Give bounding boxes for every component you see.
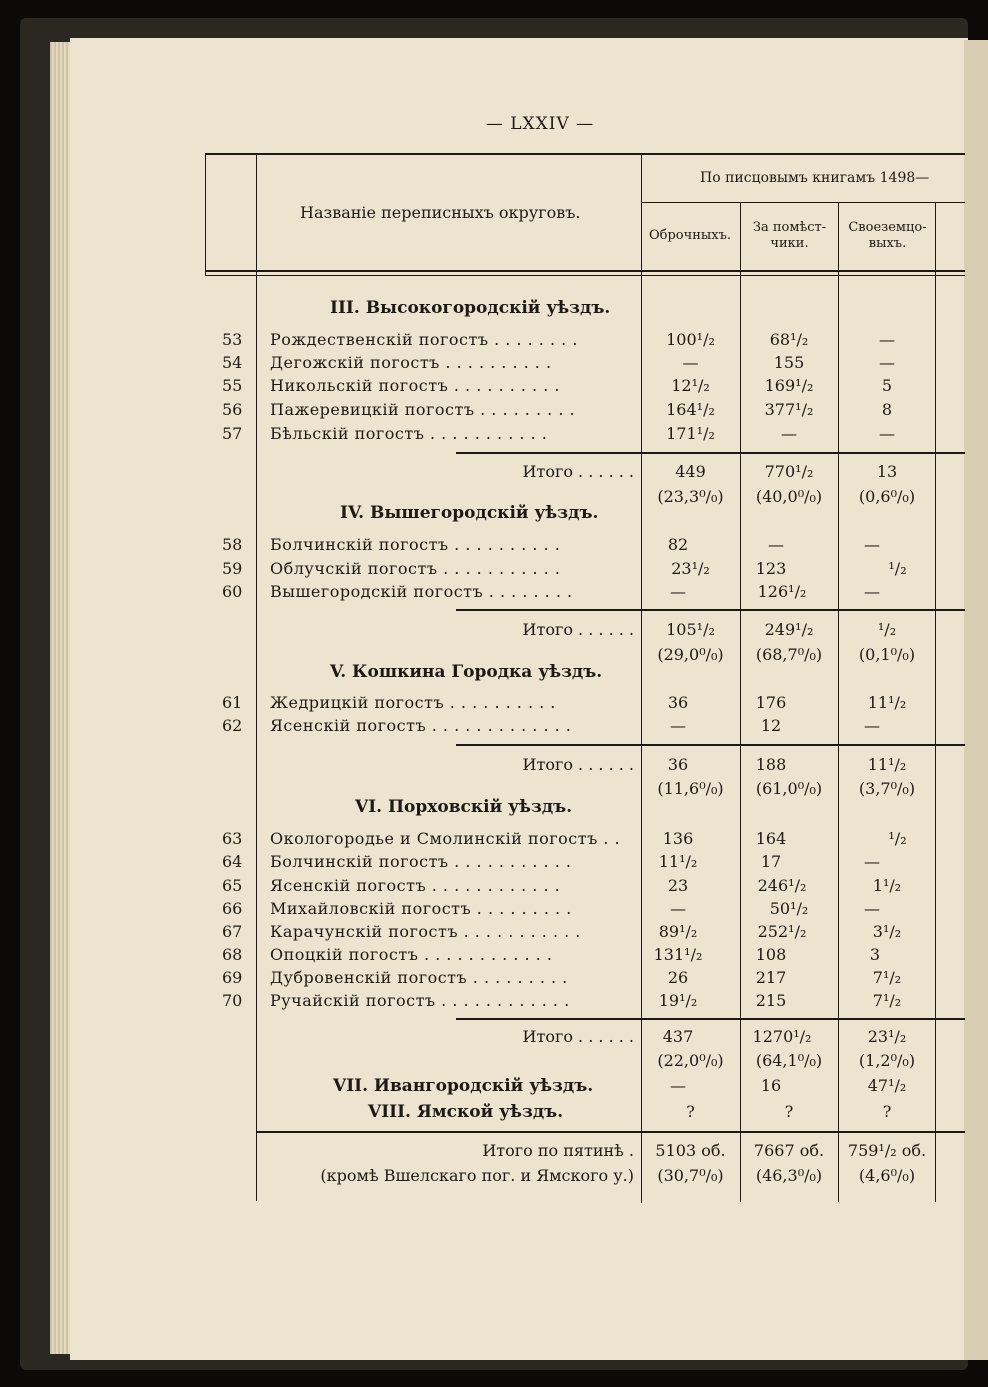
table-top-rule bbox=[205, 153, 965, 155]
row-value-b: 246¹/₂ bbox=[757, 876, 807, 895]
row-value-c: — bbox=[864, 852, 880, 871]
row-value-b: 164 bbox=[755, 829, 787, 848]
row-name: Бѣльскій погостъ . . . . . . . . . . . bbox=[270, 424, 548, 443]
header-bottom-rule-2 bbox=[205, 275, 965, 276]
row-value-a: 12¹/₂ bbox=[671, 376, 710, 395]
col-line-c bbox=[935, 202, 936, 1202]
section-title: VI. Порховскій уѣздъ. bbox=[355, 797, 573, 817]
row-num: 57 bbox=[222, 424, 243, 443]
row-value-c: ¹/₂ bbox=[888, 559, 907, 578]
row-value-c: — bbox=[864, 899, 880, 918]
row-value-c: 7¹/₂ bbox=[872, 968, 902, 987]
row-num: 53 bbox=[222, 330, 243, 349]
row-value-b: 377¹/₂ bbox=[764, 400, 814, 419]
section-title: III. Высокогородскій уѣздъ. bbox=[330, 298, 611, 318]
row-name: Болчинскій погостъ . . . . . . . . . . bbox=[270, 535, 561, 554]
pct-value-b: (68,7⁰/₀) bbox=[755, 645, 823, 664]
row-value-c: 1¹/₂ bbox=[872, 876, 902, 895]
row-value-b: 123 bbox=[755, 559, 787, 578]
row-value-a: 136 bbox=[662, 829, 694, 848]
row-value-a: 23¹/₂ bbox=[671, 559, 710, 578]
row-name: Карачунскій погостъ . . . . . . . . . . . bbox=[270, 922, 581, 941]
row-num: 62 bbox=[222, 716, 243, 735]
row-value-c: — bbox=[879, 330, 895, 349]
row-value-a: 82 bbox=[667, 535, 689, 554]
row-value-a: — bbox=[670, 716, 686, 735]
row-value-c: — bbox=[879, 353, 895, 372]
row-value-c: 3 bbox=[869, 945, 881, 964]
pct-value-a: (23,3⁰/₀) bbox=[657, 487, 724, 506]
row-value-c: 47¹/₂ bbox=[867, 1076, 907, 1095]
grand-total-a-pct: (30,7⁰/₀) bbox=[657, 1166, 724, 1185]
col-line-num bbox=[256, 153, 257, 1201]
grand-total-label: Итого по пятинѣ . bbox=[482, 1141, 634, 1160]
page-number: — LXXIV — bbox=[485, 114, 595, 134]
pct-value-c: (3,7⁰/₀) bbox=[858, 779, 916, 798]
row-value-b: 17 bbox=[760, 852, 782, 871]
row-value-b: — bbox=[781, 424, 797, 443]
row-num: 67 bbox=[222, 922, 243, 941]
total-value-b: 249¹/₂ bbox=[764, 620, 814, 639]
group-header-rule bbox=[641, 202, 965, 203]
pct-value-a: (11,6⁰/₀) bbox=[657, 779, 724, 798]
row-value-c: 8 bbox=[881, 400, 893, 419]
row-name: Рождественскій погостъ . . . . . . . . bbox=[270, 330, 578, 349]
grand-total-a: 5103 об. bbox=[655, 1141, 726, 1160]
pct-value-c: (1,2⁰/₀) bbox=[858, 1051, 916, 1070]
header-col-svoezem-1: Своеземцо- bbox=[848, 220, 927, 235]
row-num: 66 bbox=[222, 899, 243, 918]
row-value-b: 12 bbox=[760, 716, 782, 735]
total-value-b: 1270¹/₂ bbox=[752, 1027, 812, 1046]
total-value-c: 13 bbox=[876, 462, 898, 481]
header-col-pomest-1: За помѣст- bbox=[752, 220, 827, 235]
header-bottom-rule bbox=[205, 270, 965, 272]
section-title: VIII. Ямской уѣздъ. bbox=[368, 1102, 564, 1122]
row-value-c: — bbox=[864, 582, 880, 601]
row-num: 63 bbox=[222, 829, 243, 848]
row-num: 60 bbox=[222, 582, 243, 601]
total-value-a: 105¹/₂ bbox=[666, 620, 715, 639]
row-name: Жедрицкій погостъ . . . . . . . . . . bbox=[270, 693, 556, 712]
row-value-b: 155 bbox=[773, 353, 805, 372]
row-value-c: 3¹/₂ bbox=[872, 922, 902, 941]
total-label: Итого . . . . . . bbox=[522, 755, 634, 774]
header-col-pomest-2: чики. bbox=[770, 236, 809, 251]
row-value-b: 176 bbox=[755, 693, 787, 712]
row-num: 65 bbox=[222, 876, 243, 895]
row-value-a: — bbox=[670, 1076, 686, 1095]
row-value-b: 50¹/₂ bbox=[769, 899, 809, 918]
total-label: Итого . . . . . . bbox=[522, 1027, 634, 1046]
total-value-a: 437 bbox=[662, 1027, 694, 1046]
section-title: V. Кошкина Городка уѣздъ. bbox=[330, 662, 603, 682]
row-value-b: — bbox=[768, 535, 784, 554]
row-value-a: — bbox=[670, 899, 686, 918]
row-value-a: 36 bbox=[667, 693, 689, 712]
header-group: По писцовымъ книгамъ 1498— bbox=[700, 170, 930, 186]
row-num: 64 bbox=[222, 852, 243, 871]
row-value-a: 164¹/₂ bbox=[666, 400, 715, 419]
header-col-svoezem-2: выхъ. bbox=[868, 236, 907, 251]
pct-value-b: (40,0⁰/₀) bbox=[755, 487, 823, 506]
total-rule bbox=[456, 744, 965, 746]
pct-value-a: (29,0⁰/₀) bbox=[657, 645, 724, 664]
row-value-b: 217 bbox=[755, 968, 787, 987]
total-value-a: 36 bbox=[667, 755, 689, 774]
row-value-a: 89¹/₂ bbox=[658, 922, 698, 941]
row-value-c: 11¹/₂ bbox=[867, 693, 907, 712]
row-value-a: 11¹/₂ bbox=[658, 852, 698, 871]
total-label: Итого . . . . . . bbox=[522, 462, 634, 481]
header-col-obrok: Оброчныхъ. bbox=[649, 228, 731, 243]
row-value-a: 171¹/₂ bbox=[666, 424, 715, 443]
row-name: Михайловскій погостъ . . . . . . . . . bbox=[270, 899, 572, 918]
row-value-b: 108 bbox=[755, 945, 787, 964]
row-value-a: 23 bbox=[667, 876, 689, 895]
grand-total-label-2: (кромѣ Вшелскаго пог. и Ямского у.) bbox=[320, 1166, 634, 1185]
row-num: 69 bbox=[222, 968, 243, 987]
row-value-a: — bbox=[682, 353, 699, 372]
row-num: 70 bbox=[222, 991, 243, 1010]
header-name-col: Названіе переписныхъ округовъ. bbox=[300, 203, 581, 222]
row-name: Болчинскій погостъ . . . . . . . . . . . bbox=[270, 852, 572, 871]
row-value-b: 16 bbox=[760, 1076, 782, 1095]
total-rule bbox=[456, 452, 965, 454]
row-value-b: 68¹/₂ bbox=[769, 330, 809, 349]
row-value-c: 7¹/₂ bbox=[872, 991, 902, 1010]
total-label: Итого . . . . . . bbox=[522, 620, 634, 639]
row-value-b: 126¹/₂ bbox=[757, 582, 807, 601]
facing-page-edge bbox=[964, 40, 988, 1360]
col-line-left bbox=[205, 153, 206, 275]
row-value-c: ¹/₂ bbox=[888, 829, 907, 848]
grand-total-rule bbox=[256, 1131, 965, 1133]
row-name: Ручайскій погостъ . . . . . . . . . . . . bbox=[270, 991, 570, 1010]
row-name: Опоцкій погостъ . . . . . . . . . . . . bbox=[270, 945, 553, 964]
row-num: 55 bbox=[222, 376, 243, 395]
pct-value-b: (64,1⁰/₀) bbox=[755, 1051, 823, 1070]
row-name: Дегожскій погостъ . . . . . . . . . . bbox=[270, 353, 552, 372]
total-value-c: 23¹/₂ bbox=[867, 1027, 907, 1046]
total-value-c: ¹/₂ bbox=[877, 620, 897, 639]
row-value-c: — bbox=[864, 535, 880, 554]
row-value-a: — bbox=[670, 582, 686, 601]
total-value-a: 449 bbox=[675, 462, 706, 481]
total-rule bbox=[456, 1018, 965, 1020]
total-value-c: 11¹/₂ bbox=[867, 755, 907, 774]
row-name: Облучскій погостъ . . . . . . . . . . . bbox=[270, 559, 561, 578]
row-num: 68 bbox=[222, 945, 243, 964]
row-value-a: 19¹/₂ bbox=[658, 991, 698, 1010]
grand-total-b: 7667 об. bbox=[753, 1141, 825, 1160]
row-name: Ясенскій погостъ . . . . . . . . . . . . . bbox=[270, 716, 572, 735]
row-value-c: — bbox=[879, 424, 895, 443]
row-name: Ясенскій погостъ . . . . . . . . . . . . bbox=[270, 876, 561, 895]
row-value-c: ? bbox=[882, 1102, 892, 1121]
row-value-a: ? bbox=[686, 1102, 695, 1121]
pct-value-c: (0,1⁰/₀) bbox=[858, 645, 916, 664]
row-name: Пажеревицкій погостъ . . . . . . . . . bbox=[270, 400, 576, 419]
page-edges bbox=[50, 42, 72, 1354]
row-num: 56 bbox=[222, 400, 243, 419]
row-value-a: 100¹/₂ bbox=[666, 330, 715, 349]
row-num: 54 bbox=[222, 353, 243, 372]
pct-value-b: (61,0⁰/₀) bbox=[755, 779, 823, 798]
row-value-a: 131¹/₂ bbox=[653, 945, 703, 964]
row-num: 61 bbox=[222, 693, 243, 712]
row-value-b: 169¹/₂ bbox=[764, 376, 814, 395]
row-num: 59 bbox=[222, 559, 243, 578]
grand-total-b-pct: (46,3⁰/₀) bbox=[755, 1166, 823, 1185]
total-value-b: 770¹/₂ bbox=[764, 462, 814, 481]
grand-total-c-pct: (4,6⁰/₀) bbox=[858, 1166, 916, 1185]
row-num: 58 bbox=[222, 535, 243, 554]
row-value-b: 215 bbox=[755, 991, 787, 1010]
row-value-b: 252¹/₂ bbox=[757, 922, 807, 941]
row-name: Вышегородскій погостъ . . . . . . . . bbox=[270, 582, 573, 601]
section-title: VII. Ивангородскій уѣздъ. bbox=[333, 1076, 594, 1096]
section-title: IV. Вышегородскій уѣздъ. bbox=[340, 503, 599, 523]
row-name: Окологородье и Смолинскій погостъ . . bbox=[270, 829, 621, 848]
total-rule bbox=[456, 609, 965, 611]
pct-value-c: (0,6⁰/₀) bbox=[858, 487, 916, 506]
row-value-c: — bbox=[864, 716, 880, 735]
grand-total-c: 759¹/₂ об. bbox=[847, 1141, 927, 1160]
row-value-a: 26 bbox=[667, 968, 689, 987]
row-value-c: 5 bbox=[881, 376, 893, 395]
row-name: Никольскій погостъ . . . . . . . . . . bbox=[270, 376, 560, 395]
total-value-b: 188 bbox=[755, 755, 787, 774]
row-value-b: ? bbox=[784, 1102, 794, 1121]
pct-value-a: (22,0⁰/₀) bbox=[657, 1051, 724, 1070]
row-name: Дубровенскій погостъ . . . . . . . . . bbox=[270, 968, 568, 987]
